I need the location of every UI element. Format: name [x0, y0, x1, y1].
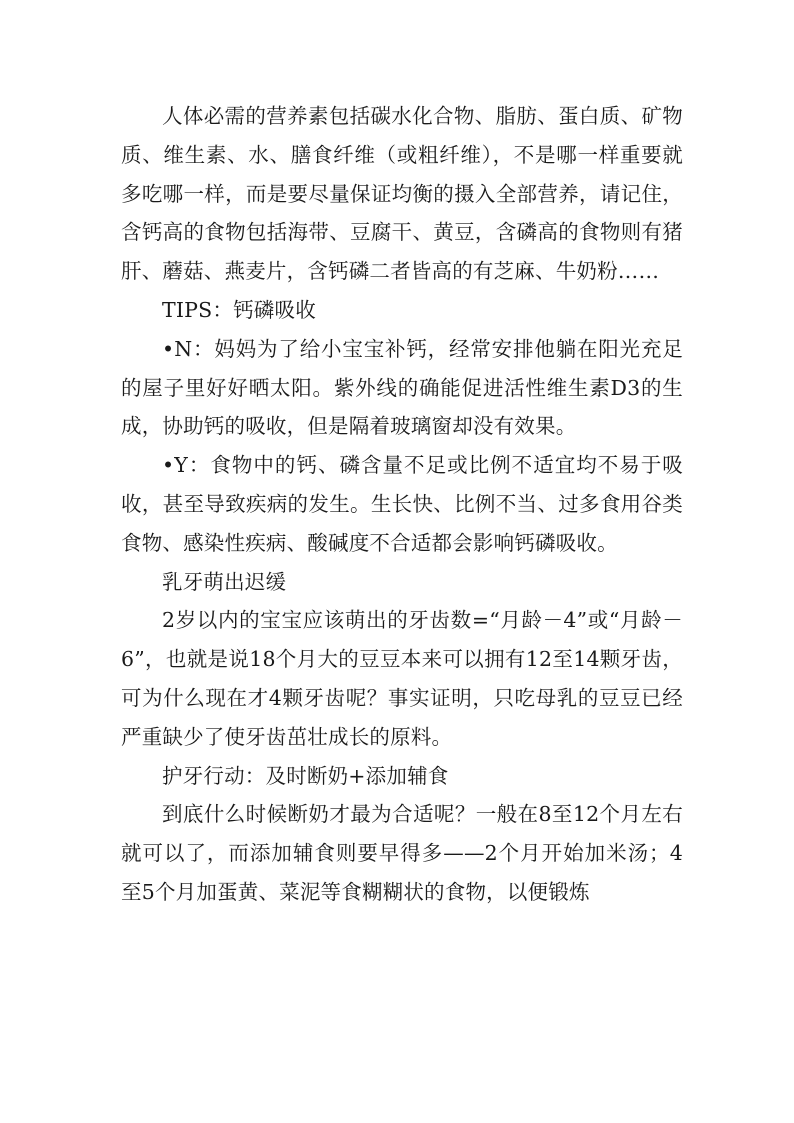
heading-tips-calcium-phosphorus: TIPS：钙磷吸收: [162, 297, 316, 322]
paragraph-teeth-count: 2岁以内的宝宝应该萌出的牙齿数=“月龄－4”或“月龄－6”，也就是说18个月大的豆豆本来可以拥有12至14颗牙齿，可为什么现在才4颗牙齿呢？事实证明，只吃母乳的豆豆已经严重缺少了使牙齿茁壮成长的原料。: [121, 608, 683, 749]
paragraph-weaning: 到底什么时候断奶才最为合适呢？一般在8至12个月左右就可以了，而添加辅食则要早得多——2个月开始加米汤；4至5个月加蛋黄、菜泥等食糊糊状的食物，以便锻炼: [121, 802, 683, 904]
paragraph-tip-n-sunlight: •N：妈妈为了给小宝宝补钙，经常安排他躺在阳光充足的屋子里好好晒太阳。紫外线的确能促进活性维生素D3的生成，协助钙的吸收，但是隔着玻璃窗却没有效果。: [121, 336, 683, 439]
paragraph-nutrients: 人体必需的营养素包括碳水化合物、脂肪、蛋白质、矿物质、维生素、水、膳食纤维（或粗纤维），不是哪一样重要就多吃哪一样，而是要尽量保证均衡的摄入全部营养，请记住，含钙高的食物包括海带、豆腐干、黄豆，含磷高的食物则有猪肝、蘑菇、燕麦片，含钙磷二者皆高的有芝麻、牛奶粉……: [121, 104, 683, 284]
paragraph-tip-y-absorption: •Y：食物中的钙、磷含量不足或比例不适宜均不易于吸收，甚至导致疾病的发生。生长快、比例不当、过多食用谷类食物、感染性疾病、酸碱度不合适都会影响钙磷吸收。: [121, 453, 683, 555]
document-page: [121, 97, 683, 912]
heading-delayed-teeth: 乳牙萌出迟缓: [162, 569, 287, 594]
heading-tooth-care-action: 护牙行动：及时断奶+添加辅食: [162, 763, 449, 788]
